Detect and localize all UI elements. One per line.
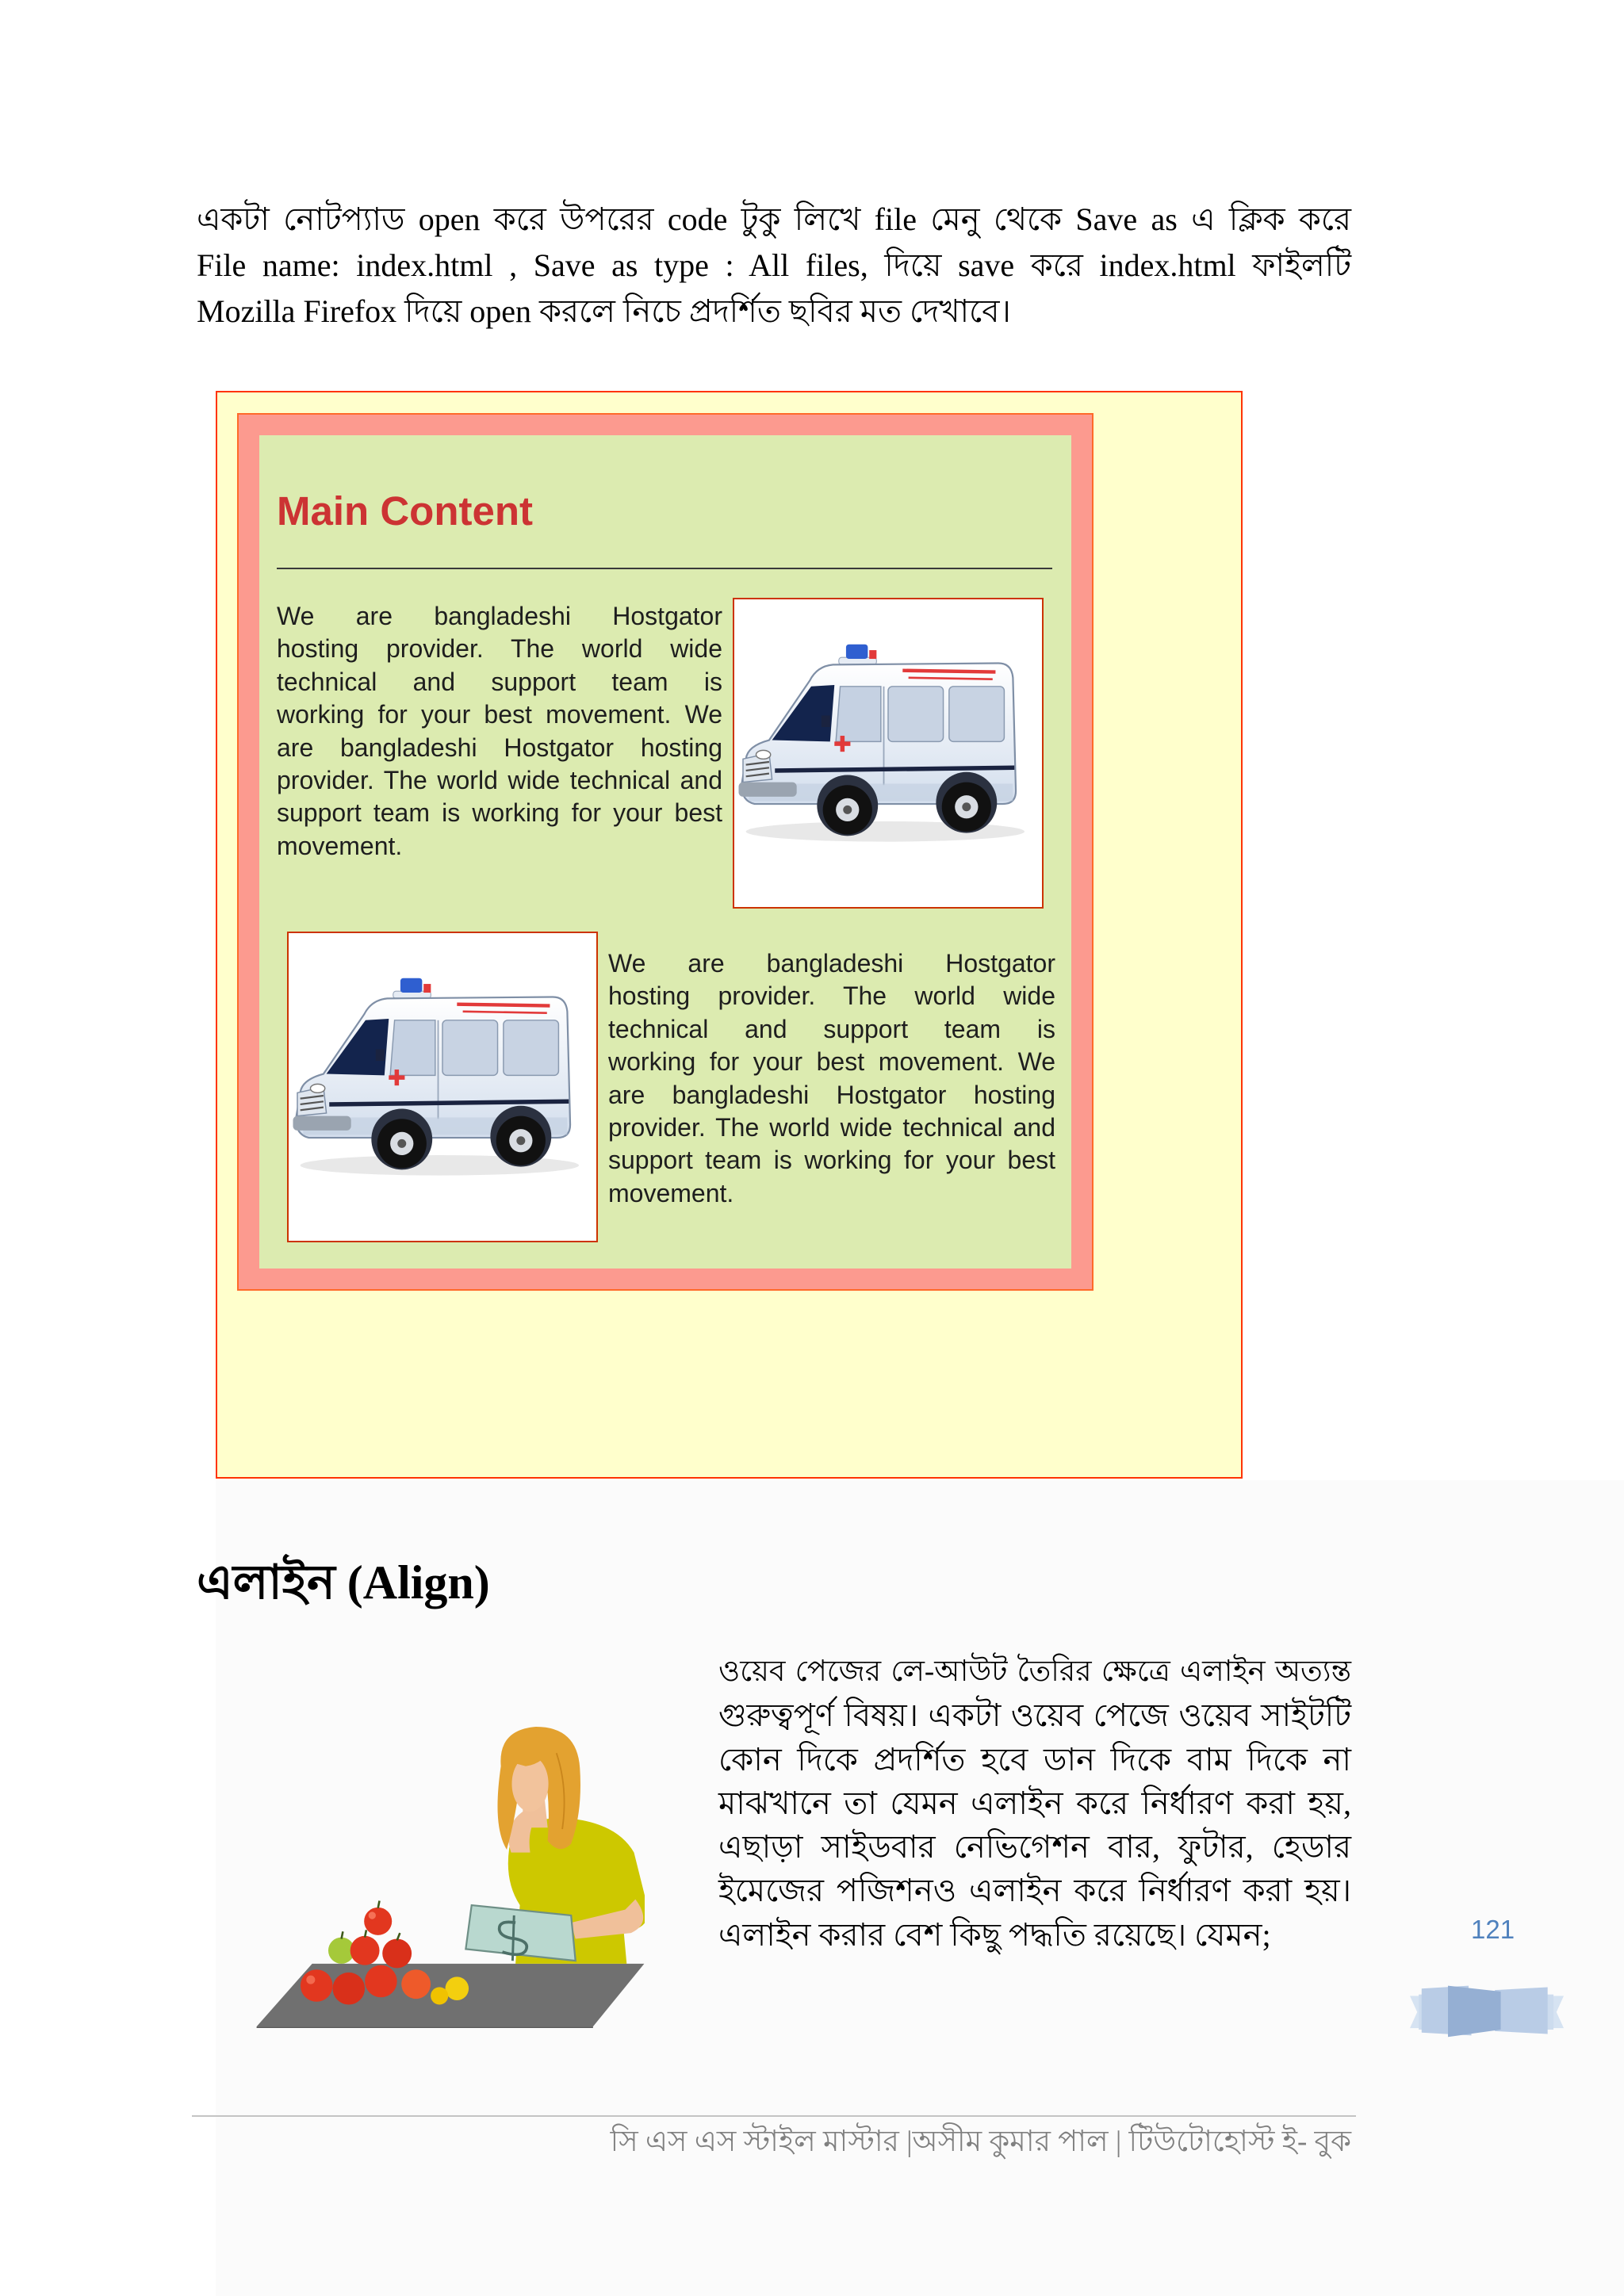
intro-line: File name: index.html , Save as type : All files, দিয়ে save করে index.html ফাইলটি (197, 247, 1351, 283)
paragraph-line: We are bangladeshi Hostgator (608, 949, 1055, 978)
dollar-bill (465, 1905, 575, 1961)
section-line: ওয়েব পেজের লে-আউট তৈরির ক্ষেত্রে এলাইন অত্যন্ত (718, 1655, 1351, 1688)
shopping-illustration (256, 1727, 645, 2028)
page-number: 121 (1471, 1915, 1515, 1944)
section-line: কোন দিকে প্রদর্শিত হবে ডান দিকে বাম দিকে না (718, 1741, 1351, 1777)
section-paragraph (718, 1650, 1351, 1957)
paragraph-line: hosting provider. The world wide (608, 982, 1055, 1011)
section-line: গুরুত্বপূর্ণ বিষয়। একটা ওয়েব পেজে ওয়েব সাইটটি (718, 1697, 1351, 1734)
paragraph-line: provider. The world wide technical and (277, 766, 722, 795)
paragraph-line: provider. The world wide technical and (608, 1113, 1055, 1142)
ambulance-icon (289, 933, 596, 1241)
screenshot-paragraph-bottom (608, 947, 1055, 1210)
section-line: এছাড়া সাইডবার নেভিগেশন বার, ফুটার, হেডার (718, 1829, 1351, 1866)
intro-line: একটা নোটপ্যাড open করে উপরের code টুকু লিখে file মেনু থেকে Save as এ ক্লিক করে (197, 201, 1351, 237)
paragraph-line: support team is working for your best (608, 1146, 1055, 1175)
paragraph-line: movement. (608, 1178, 734, 1207)
paragraph-line: technical and support team is (608, 1014, 1055, 1043)
intro-paragraph (197, 197, 1351, 335)
paragraph-line: are bangladeshi Hostgator hosting (608, 1080, 1055, 1109)
section-heading: এলাইন (Align) (197, 1556, 490, 1609)
ambulance-image (287, 932, 598, 1242)
footer-text: সি এস এস স্টাইল মাস্টার |অসীম কুমার পাল | টিউটোহোস্ট ই- বুক (610, 2126, 1351, 2158)
screenshot-paragraph-top (277, 600, 722, 863)
paragraph-line: working for your best movement. We (277, 700, 722, 729)
section-line: ইমেজের পজিশনও এলাইন করে নির্ধারণ করা হয়। (718, 1873, 1351, 1909)
paragraph-line: hosting provider. The world wide (277, 634, 722, 664)
paragraph-line: are bangladeshi Hostgator hosting (277, 733, 722, 762)
footer-divider (192, 2115, 1356, 2117)
ribbon-decoration (1410, 1980, 1564, 2042)
intro-line: Mozilla Firefox দিয়ে open করলে নিচে প্রদর্শিত ছবির মত দেখাবে। (197, 293, 1011, 329)
paragraph-line: working for your best movement. We (608, 1047, 1055, 1077)
paragraph-line: technical and support team is (277, 667, 722, 696)
paragraph-line: support team is working for your best (277, 798, 722, 828)
section-line: মাঝখানে তা যেমন এলাইন করে নির্ধারণ করা হয়, (718, 1785, 1351, 1821)
main-content-heading: Main Content (277, 488, 533, 534)
apples (301, 1901, 469, 2005)
ambulance-icon (734, 599, 1042, 907)
ambulance-image (733, 598, 1044, 909)
paragraph-line: We are bangladeshi Hostgator (277, 602, 722, 630)
horizontal-rule (277, 568, 1052, 569)
section-line: এলাইন করার বেশ কিছু পদ্ধতি রয়েছে। যেমন; (718, 1916, 1271, 1953)
paragraph-line: movement. (277, 831, 403, 860)
